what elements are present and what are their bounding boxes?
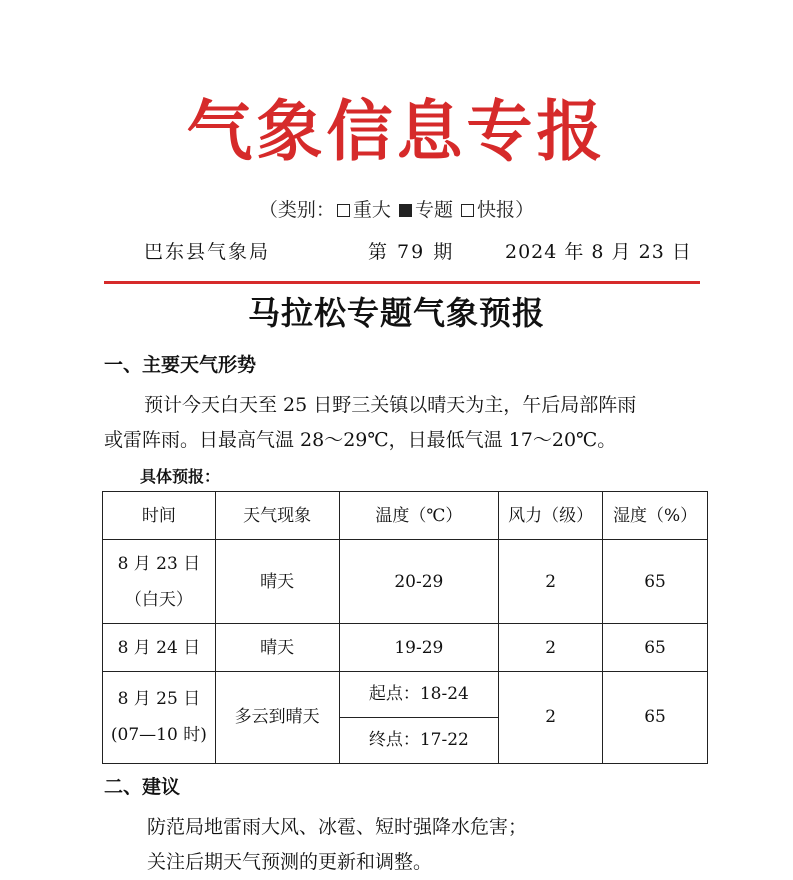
- cell-temperature-start: 起点：18-24: [339, 671, 499, 717]
- header-time: 时间: [103, 492, 216, 540]
- table-row: [103, 671, 708, 717]
- cell-temperature-end: 终点：17-22: [339, 717, 499, 763]
- cell-wind: 2: [499, 624, 603, 671]
- table-row: [103, 540, 708, 624]
- header-humidity: 湿度（%）: [603, 492, 708, 540]
- cell-temperature: 20-29: [339, 540, 499, 624]
- report-title: 马拉松专题气象预报: [247, 294, 545, 332]
- cell-time: [103, 540, 216, 624]
- table-row: [103, 624, 708, 671]
- checkbox-express: [461, 204, 474, 217]
- weather-summary-line2: 或雷阵雨。日最高气温 28～29℃，日最低气温 17～20℃。: [104, 429, 617, 451]
- checkbox-special: [399, 204, 412, 217]
- table-header-row: [103, 492, 708, 540]
- issue-number: 第 79 期: [368, 241, 455, 263]
- cell-time: [103, 671, 216, 763]
- category-special: 专题: [414, 199, 453, 221]
- time-period: (07—10 时): [110, 725, 207, 746]
- cell-humidity: 65: [603, 540, 708, 624]
- category-open: （类别：: [258, 199, 335, 221]
- issuer: 巴东县气象局: [144, 241, 271, 263]
- cell-weather: 晴天: [215, 624, 339, 671]
- header-weather: 天气现象: [215, 492, 339, 540]
- category-express: 快报: [477, 199, 516, 221]
- issue-date: 2024 年 8 月 23 日: [505, 241, 692, 263]
- time-date: 8 月 25 日: [117, 689, 201, 710]
- category-major: 重大: [352, 199, 391, 221]
- cell-humidity: 65: [603, 671, 708, 763]
- cell-time: 8 月 24 日: [103, 624, 216, 671]
- header-temperature: 温度（℃）: [339, 492, 499, 540]
- section-heading-weather: 一、主要天气形势: [104, 354, 257, 376]
- cell-temperature: 19-29: [339, 624, 499, 671]
- cell-humidity: 65: [603, 624, 708, 671]
- section-heading-advice: 二、建议: [104, 776, 181, 798]
- checkbox-major: [337, 204, 350, 217]
- cell-weather: 晴天: [215, 540, 339, 624]
- time-period: （白天）: [124, 589, 193, 610]
- weather-summary-line1: 预计今天白天至 25 日野三关镇以晴天为主，午后局部阵雨: [144, 394, 637, 416]
- category-line: [0, 196, 793, 224]
- forecast-table: [102, 491, 708, 764]
- forecast-label: 具体预报：: [140, 467, 221, 486]
- cell-wind: 2: [499, 671, 603, 763]
- advice-line2: 关注后期天气预测的更新和调整。: [147, 851, 433, 873]
- advice-line1: 防范局地雷雨大风、冰雹、短时强降水危害；: [147, 816, 528, 838]
- red-divider: [104, 281, 700, 284]
- time-date: 8 月 23 日: [117, 553, 201, 574]
- masthead-title: 气象信息专报: [186, 93, 607, 170]
- header-wind: 风力（级）: [499, 492, 603, 540]
- cell-wind: 2: [499, 540, 603, 624]
- category-close: ）: [515, 199, 535, 221]
- cell-weather: 多云到晴天: [215, 671, 339, 763]
